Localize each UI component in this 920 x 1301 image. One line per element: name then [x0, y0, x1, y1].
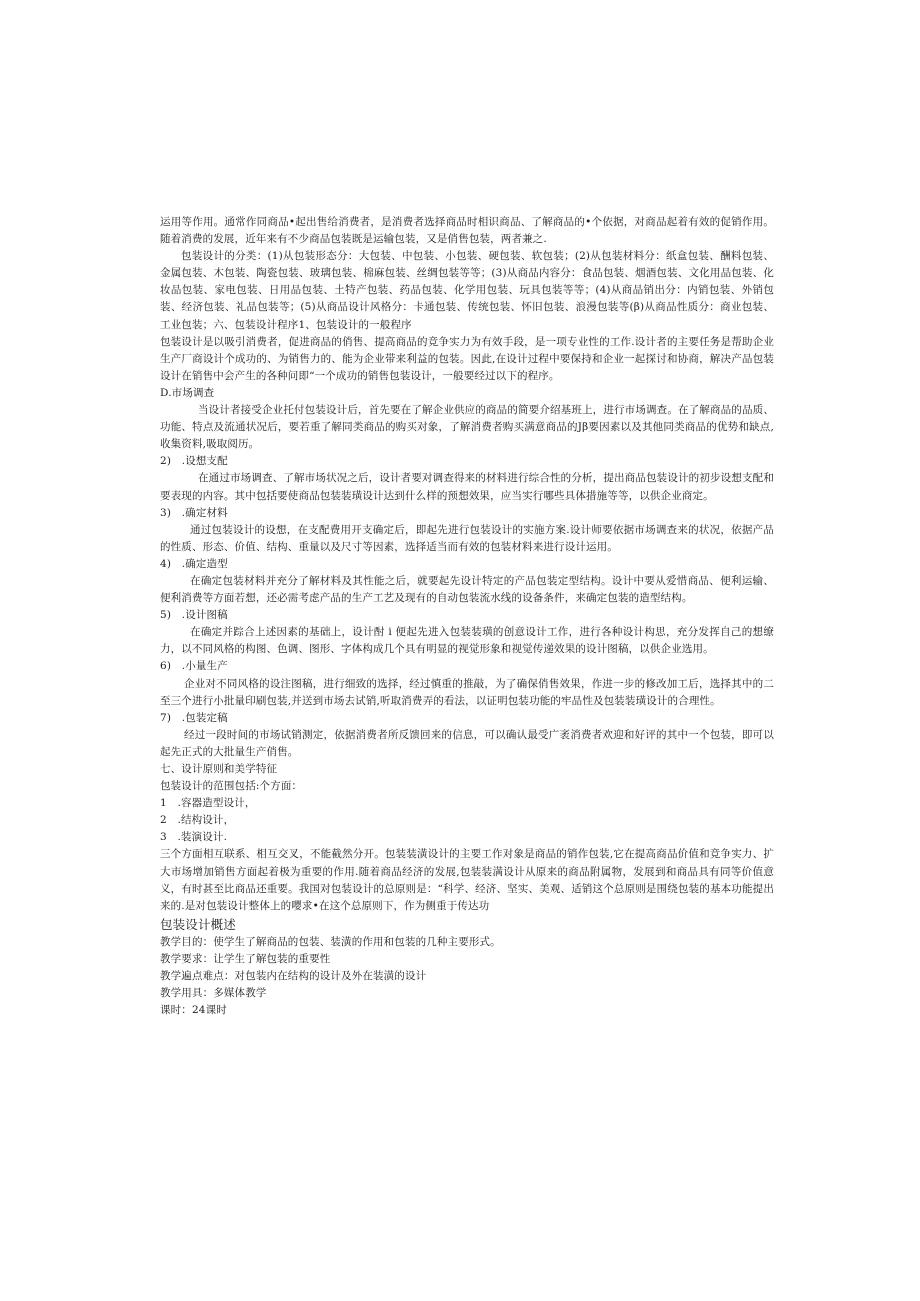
- step7-heading: 7) .包装定稿: [160, 711, 228, 724]
- step2-paragraph: 在通过市场调查、了解市场状况之后，设计者要对调查得来的材料进行综合性的分析，提出商品包装设计的初步设想支配和要表现的内容。其中包括要使商品包装装璜设计达到什么样的预想效果，应当实行哪些具体措施等等，以供企业商定。: [160, 472, 774, 502]
- step4-heading: 4) .确定造型: [160, 557, 228, 570]
- scope-item-1: 1 .容器造型设计，: [160, 797, 256, 810]
- scope-item-2: 2 .结构设计，: [160, 814, 235, 827]
- scope-intro: 包装设计的范围包括:个方面：: [160, 780, 303, 793]
- teaching-key-points: 教学遍点难点：对包装内在结构的设计及外在装潢的设计: [160, 970, 427, 983]
- step1-paragraph: 当设计者接受企业托付包装设计后，首先要在了解企业供应的商品的简要介绍基班上，进行市场调查。在了解商品的品质、功能、特点及流通状况后，要若重了解同类商品的购买对象，了解消费者购买满意商品的Jβ要因素以及其他同类商品的优势和缺点,收集资料,吸取阅历。: [160, 404, 774, 451]
- step5-heading: 5) .设计图稿: [160, 609, 228, 622]
- section7-heading: 七、设计原则和美学特征: [160, 763, 278, 775]
- scope-item-3: 3 .装演设计.: [160, 831, 228, 844]
- step5-paragraph: 在确定并踪合上述因素的基础上，设计酎 i 便起先进入包装装璜的创意设计工作，进行各种设计构思，充分发挥自己的想缭力，以不同风格的构图、色调、图形、字体构成几个具有明显的视觉形象和视觉传递效果的设计图稿，以供企业选用。: [160, 626, 774, 656]
- step4-paragraph: 在确定包装材料并充分了解材料及其性能之后，就要起先设计特定的产品包装定型结构。设计中要从爱惜商品、便利运输、便利消费等方面若想，还必需考虑产品的生产工艺及现有的自动包装流水线的设备条件，来确定包装的造型结构。: [160, 574, 774, 605]
- step3-heading: 3) .确定材料: [160, 506, 228, 519]
- document-page: [160, 214, 774, 1019]
- step7-paragraph: 经过一段时间的市场试销测定，依据消费者所反馈回来的信息，可以确认最受广袤消费者欢迎和好评的其中一个包装，即可以起先正式的大批量生产俏售。: [160, 728, 774, 758]
- step1-heading: D.市场调查: [160, 386, 215, 399]
- teaching-tools: 教学用具：多媒体教学: [160, 987, 267, 1000]
- teaching-goal: 教学目的：使学生了解商品的包装、装潢的作用和包装的几种主要形式。: [160, 935, 501, 948]
- step2-heading: 2) .设想支配: [160, 455, 228, 468]
- teaching-requirement: 教学要求：让学生了解包装的重要性: [160, 952, 331, 965]
- intro-paragraph: 运用等作用。通常作同商品•起出售给消费者，是消费者选择商品时相识商品、了解商品的•个依据，对商品起着有效的促销作用。随着消费的发展，近年来有不少商品包装既是运输包装，又是俏售包装，两者兼之.: [160, 216, 774, 246]
- principles-paragraph: 三个方面相互联系、相互交叉，不能截然分开。包装装潢设计的主要工作对象是商品的销作包装,它在提高商品价值和竞争实力、扩大市场增加销售方面起着极为重要的作用.随着商品经济的发展,包装装满设计从原来的商品附属物，发展到和商品具有同等价值意义，有时甚至比商品还重要。我国对包装设计的总原则是：“科学、经济、坚实、美观、适销这个总原则是围绕包装的基本功能提出来的.是对包装设计整体上的嘤求•在这个总原则下，作为侧重于传达功: [160, 848, 774, 912]
- teaching-hours: 课时：24课时: [160, 1004, 227, 1017]
- step6-heading: 6) .小量生产: [160, 660, 228, 673]
- process-intro-paragraph: 包装设计是以吸引消费者，促进商品的俏售、提高商品的竞争实力为有效手段，是一项专业性的工作.设计者的主要任务是帮助企业生产厂商设计个成功的、为销售力的、能为企业带来利益的包装。因此,在设计过程中要保持和企业一起探讨和协商，解决产品包装设计在销售中会产生的各种问即“一个成功的销售包装设计，一般要经过以下的程序。: [160, 335, 774, 382]
- overview-title: 包装设计概述: [160, 916, 236, 932]
- step6-paragraph: 企业对不同风格的设注图稿，进行细致的选择，经过慎重的推敲，为了确保俏售效果，作进一步的修改加工后，选择其中的二至三个进行小批量印刷包装,并送到市场去试销,听取消费弄的看法，以证明包装功能的牢品性及包装装璜设计的合理性。: [160, 677, 774, 707]
- classification-paragraph: 包装设计的分类：(1)从包装形态分：大包装、中包装、小包装、硬包装、软包装；(2)从包装材料分：纸盒包装、酬料包装、金属包装、木包装、陶瓷包装、玻璃包装、棉麻包装、丝绸包装等等；(3)从商品内容分：食品包装、烟酒包装、文化用品包装、化妆品包装、家电包装、日用品包装、土特产包装、药品包装、化学用包装、玩具包装等等；(4)从商品销出分：内销包装、外销包装、经济包装、礼品包装等；(5)从商品设计风格分：卡通包装、传统包装、怀旧包装、浪漫包装等(β)从商品性质分：商业包装、工业包装；六、包装设计程序1、包装设计的一般程序: [160, 250, 774, 331]
- step3-paragraph: 通过包装设计的设想，在支配费用开支确定后，即起先进行包装设计的实施方案.设计师要依据市场调查来的状况，依据产品的性质、形态、价值、结构、重量以及尺寸等因素，选择适当而有效的包装材料来进行设计运用。: [160, 523, 774, 553]
